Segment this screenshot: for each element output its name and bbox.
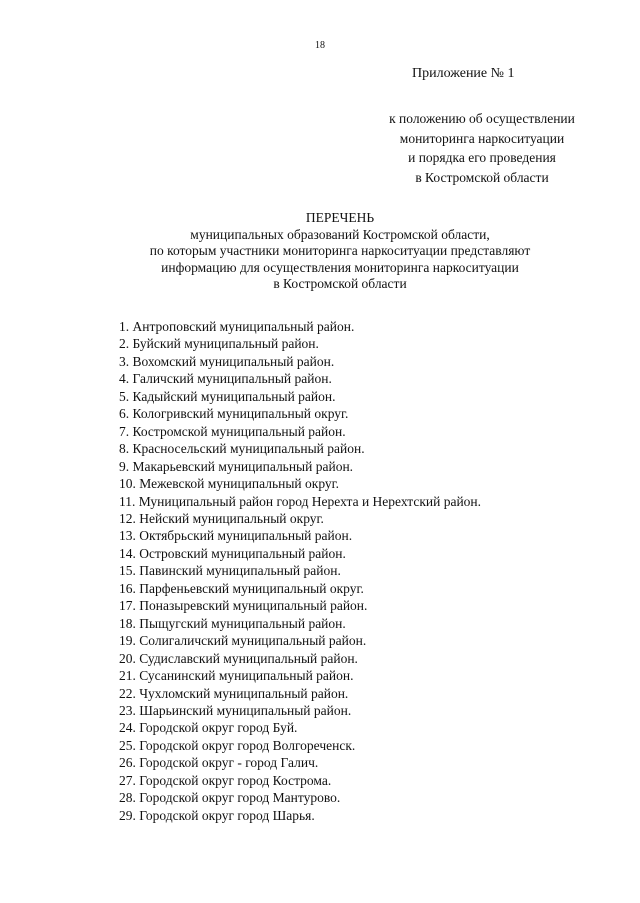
list-item: 8. Красносельский муниципальный район. — [119, 441, 365, 457]
list-item: 3. Вохомский муниципальный район. — [119, 353, 335, 369]
heading-line: информацию для осуществления мониторинга наркоситуации — [161, 259, 519, 275]
appendix-reference-line: мониторинга наркоситуации — [399, 130, 565, 146]
list-item: 14. Островский муниципальный район. — [119, 545, 346, 561]
list-item: 29. Городской округ город Шарья. — [119, 807, 315, 823]
heading-line: по которым участники мониторинга наркоситуации представляют — [149, 243, 531, 258]
list-item: 13. Октябрьский муниципальный район. — [119, 528, 353, 544]
list-item: 20. Судиславский муниципальный район. — [119, 650, 358, 666]
heading-line: в Костромской области — [273, 276, 407, 291]
list-item: 9. Макарьевский муниципальный район. — [119, 458, 354, 474]
appendix-title: Приложение № 1 — [412, 66, 515, 81]
list-item: 10. Межевской муниципальный округ. — [119, 476, 340, 492]
list-item: 5. Кадыйский муниципальный район. — [119, 388, 336, 404]
list-item: 27. Городской округ город Кострома. — [119, 772, 332, 788]
list-item: 16. Парфеньевский муниципальный округ. — [119, 580, 364, 596]
appendix-reference-line: в Костромской области — [415, 169, 549, 185]
list-item: 6. Кологривский муниципальный округ. — [119, 406, 349, 422]
page-number: 18 — [315, 40, 325, 51]
heading-title: ПЕРЕЧЕНЬ — [305, 210, 375, 225]
list-item: 19. Солигаличский муниципальный район. — [119, 633, 367, 649]
document-heading — [60, 210, 620, 293]
list-item: 2. Буйский муниципальный район. — [119, 336, 319, 352]
list-item: 24. Городской округ город Буй. — [119, 720, 298, 736]
list-item: 15. Павинский муниципальный район. — [119, 563, 341, 579]
list-item: 1. Антроповский муниципальный район. — [119, 319, 355, 334]
list-item: 12. Нейский муниципальный округ. — [119, 510, 324, 526]
list-item: 25. Городской округ город Волгореченск. — [119, 737, 356, 753]
list-item: 4. Галичский муниципальный район. — [119, 371, 332, 387]
list-item: 18. Пыщугский муниципальный район. — [119, 615, 346, 631]
list-item: 22. Чухломский муниципальный район. — [119, 685, 349, 701]
appendix-reference-line: к положению об осуществлении — [389, 111, 575, 126]
list-item: 11. Муниципальный район город Нерехта и Нерехтский район. — [119, 493, 482, 509]
list-item: 23. Шарьинский муниципальный район. — [119, 702, 352, 718]
appendix-reference-line: и порядка его проведения — [408, 150, 556, 165]
heading-line: муниципальных образований Костромской области, — [190, 226, 490, 242]
list-item: 17. Поназыревский муниципальный район. — [119, 598, 368, 614]
municipalities-list — [119, 318, 481, 824]
list-item: 21. Сусанинский муниципальный район. — [119, 668, 354, 684]
list-item: 7. Костромской муниципальный район. — [119, 423, 346, 439]
list-item: 28. Городской округ город Мантурово. — [119, 790, 341, 806]
appendix-reference — [352, 109, 612, 187]
list-item: 26. Городской округ - город Галич. — [119, 755, 319, 771]
